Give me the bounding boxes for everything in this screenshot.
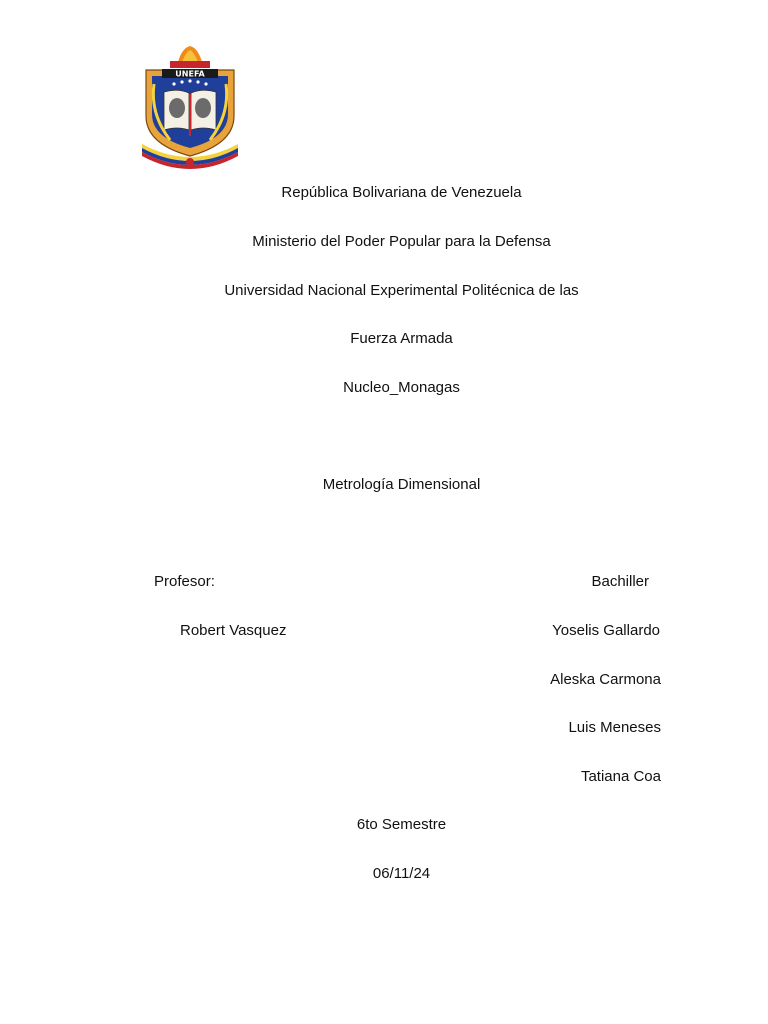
semester: 6to Semestre: [356, 816, 447, 833]
header-ministry: Ministerio del Poder Popular para la Defensa: [252, 233, 551, 250]
professor-name: Robert Vasquez: [180, 622, 287, 639]
student-name: Luis Meneses: [568, 719, 661, 736]
header-campus: Nucleo_Monagas: [343, 379, 460, 396]
header-university: Universidad Nacional Experimental Politécnica de las: [224, 282, 579, 299]
header-republic: República Bolivariana de Venezuela: [281, 184, 522, 201]
student-name: Aleska Carmona: [550, 671, 661, 688]
date: 06/11/24: [372, 865, 431, 882]
subject-title: Metrología Dimensional: [322, 476, 481, 493]
students-label: Bachiller: [591, 573, 649, 590]
crest-lettering: UNEFA: [175, 69, 205, 79]
student-name: Yoselis Gallardo: [552, 622, 660, 639]
header-armed-forces: Fuerza Armada: [350, 330, 453, 347]
professor-label: Profesor:: [154, 573, 215, 590]
student-name: Tatiana Coa: [580, 768, 661, 785]
unefa-crest-icon: [140, 44, 240, 172]
